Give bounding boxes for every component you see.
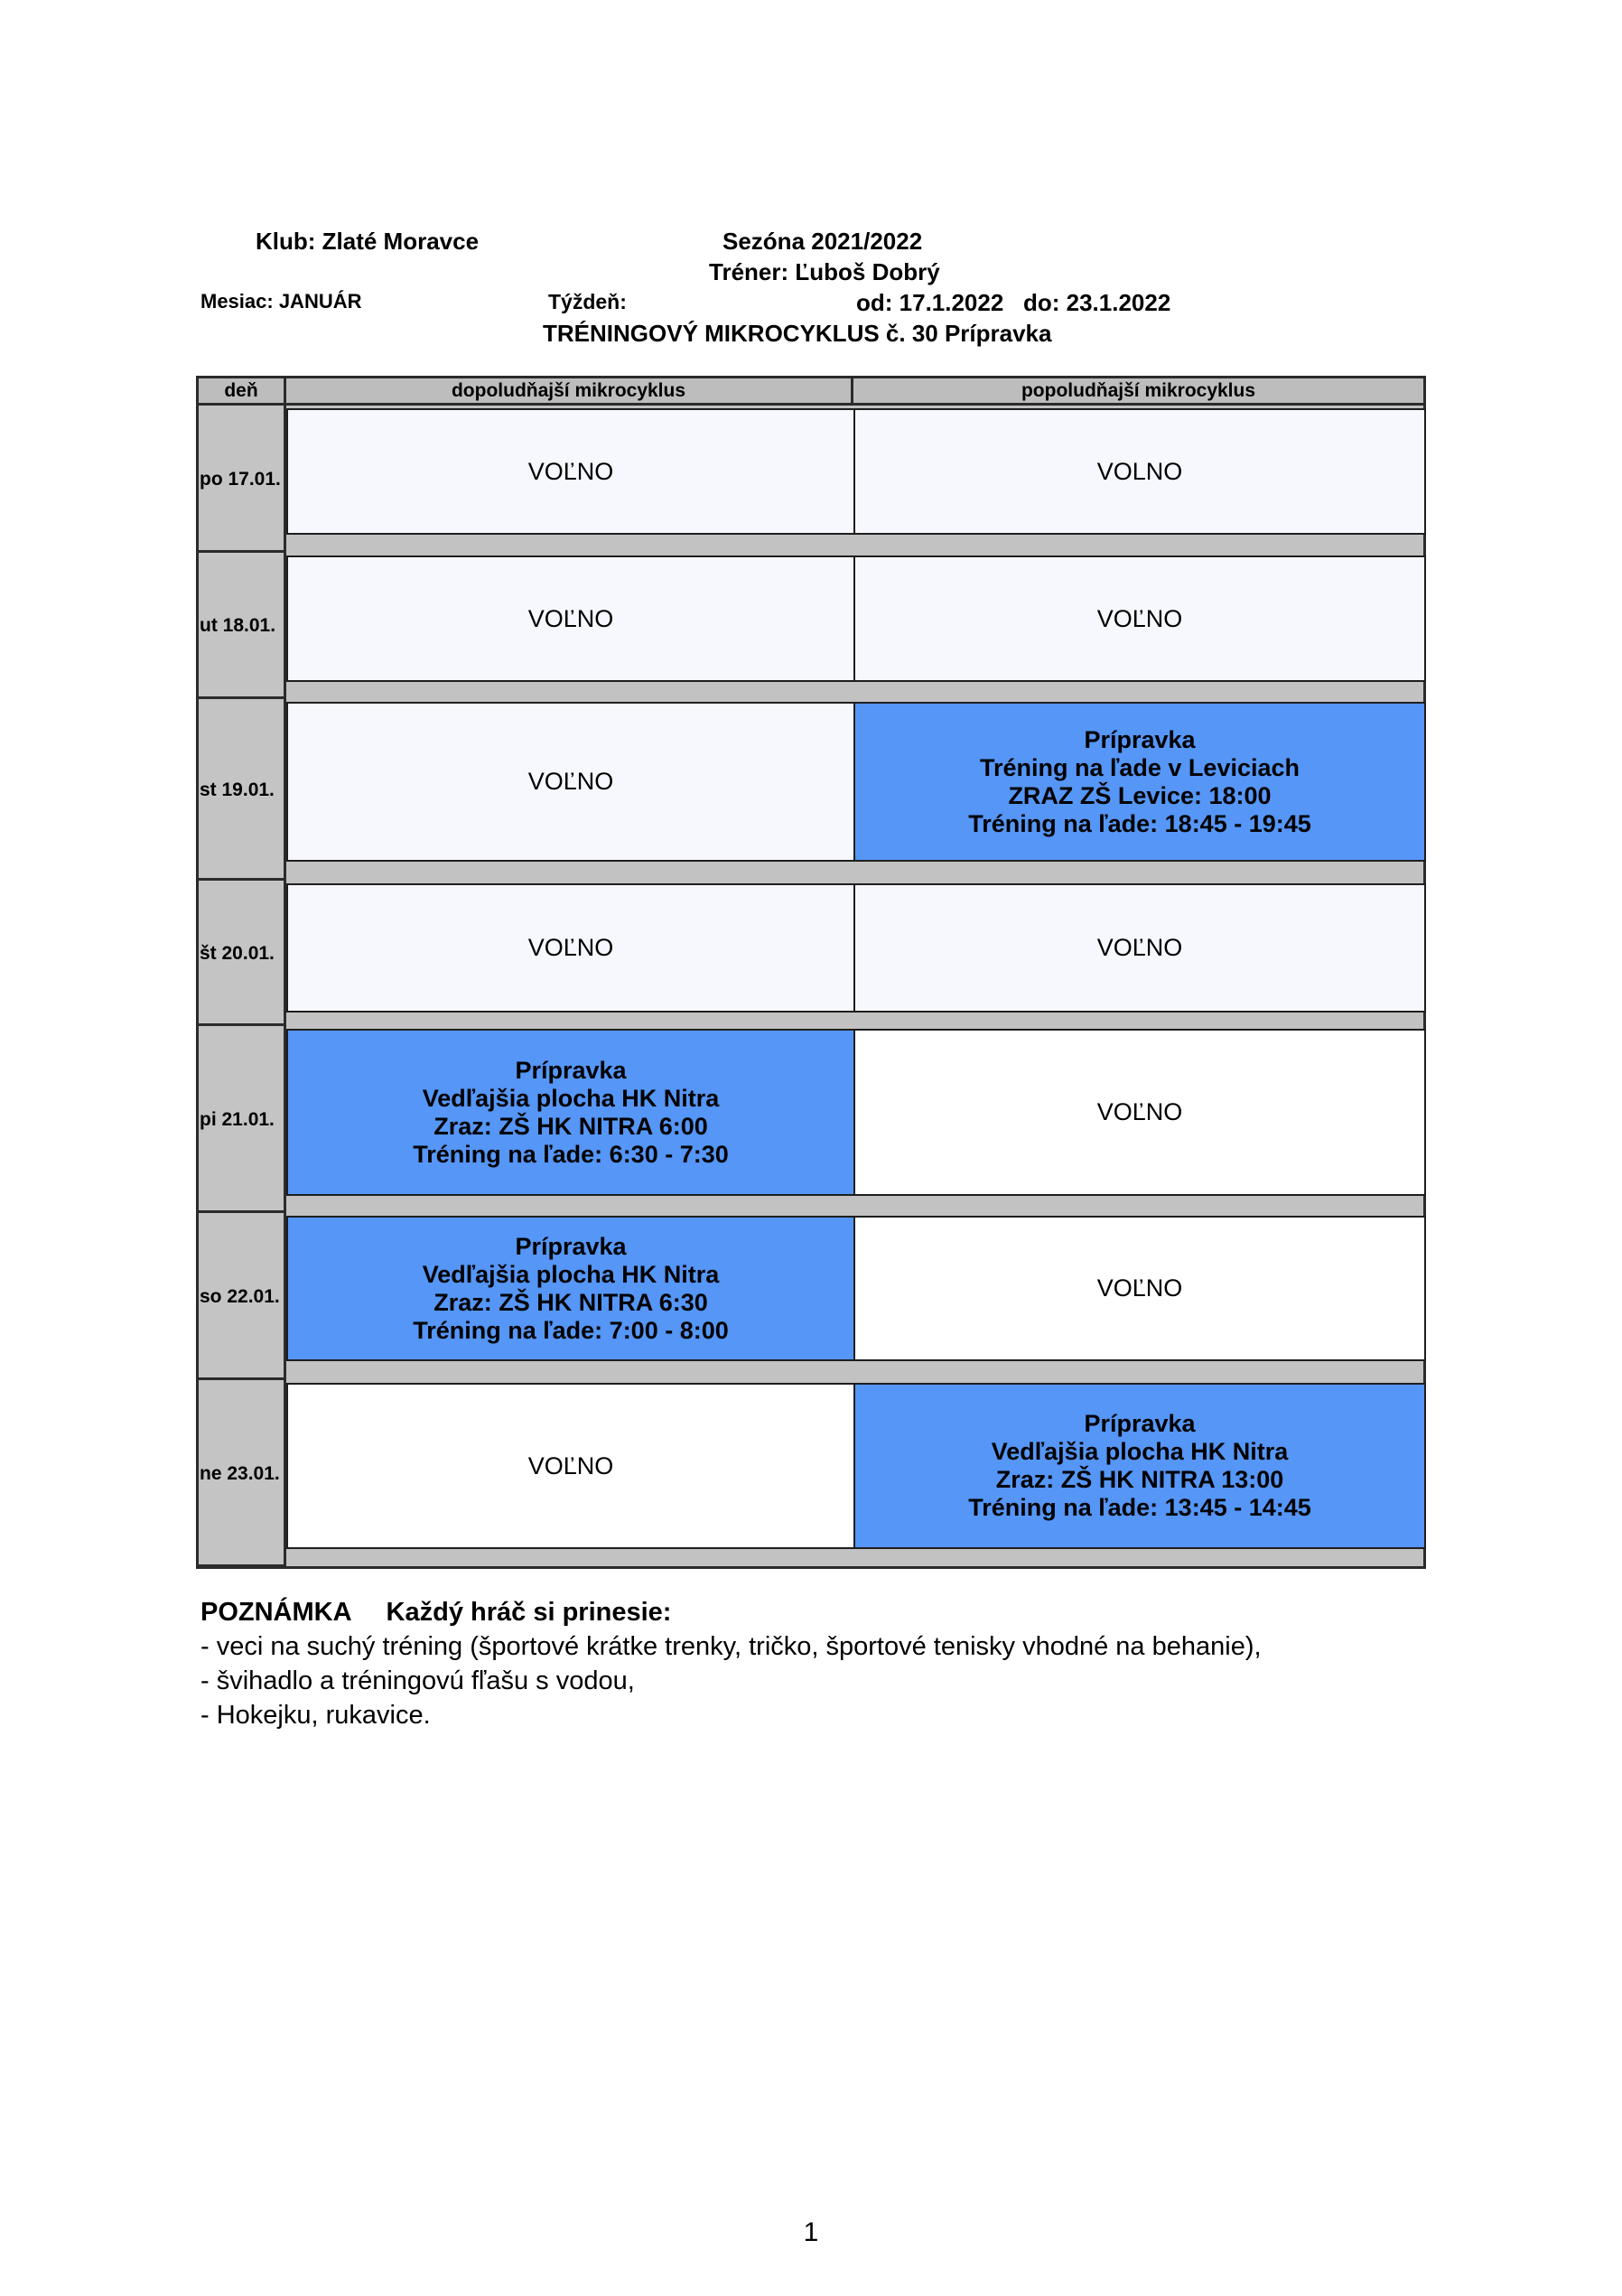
- cell-text: VOĽNO: [527, 934, 614, 961]
- trainer: Tréner: Ľuboš Dobrý: [709, 258, 940, 285]
- date-range: od: 17.1.2022 do: 23.1.2022: [856, 289, 1171, 316]
- day-cell: [199, 881, 286, 1026]
- day-cell: [199, 1213, 286, 1380]
- week-label: Týždeň:: [548, 290, 627, 313]
- session-line: Vedľajšia plocha HK Nitra: [991, 1438, 1289, 1465]
- session-line: Prípravka: [1084, 725, 1196, 753]
- day-label: ne 23.01.: [200, 1462, 280, 1484]
- cell-text: VOLNO: [1096, 457, 1183, 485]
- day-cell: [199, 406, 286, 553]
- note-intro: Každý hráč si prinesie:: [386, 1598, 672, 1627]
- day-cell: [199, 553, 286, 699]
- cell-text: VOĽNO: [1096, 1098, 1183, 1125]
- afternoon-free-cell: [853, 555, 1426, 682]
- day-label: pi 21.01.: [200, 1108, 275, 1130]
- cell-text: VOĽNO: [527, 604, 614, 632]
- afternoon-free-cell: [853, 1029, 1426, 1196]
- note-heading: [200, 1595, 1262, 1629]
- day-cell: [199, 1380, 286, 1567]
- schedule-table: [196, 376, 1426, 1569]
- afternoon-free-cell: [853, 883, 1426, 1013]
- morning-free-cell: [286, 1383, 855, 1549]
- session-line: Prípravka: [515, 1232, 627, 1260]
- session-line: Prípravka: [1084, 1410, 1196, 1437]
- note-label: POZNÁMKA: [200, 1598, 352, 1627]
- day-label: st 19.01.: [200, 779, 275, 800]
- note-item: - veci na suchý tréning (športové krátke trenky, tričko, športové tenisky vhodné na behanie),: [200, 1632, 1262, 1661]
- note-item: - švihadlo a tréningovú fľašu s vodou,: [200, 1666, 635, 1695]
- session-line: Tréning na ľade: 13:45 - 14:45: [968, 1494, 1311, 1521]
- afternoon-session-cell: [853, 1383, 1426, 1549]
- afternoon-session-cell: [853, 702, 1426, 862]
- cell-text: VOĽNO: [527, 1451, 614, 1479]
- season: Sezóna 2021/2022: [722, 228, 923, 255]
- session-line: Zraz: ZŠ HK NITRA 13:00: [995, 1466, 1284, 1493]
- morning-session-cell: [286, 1216, 855, 1361]
- session-line: Tréning na ľade v Leviciach: [979, 753, 1300, 781]
- column-header-morning: dopoludňajší mikrocyklus: [286, 378, 853, 406]
- session-line: Vedľajšia plocha HK Nitra: [422, 1084, 720, 1112]
- cell-text: VOĽNO: [1096, 934, 1183, 961]
- club-name: Klub: Zlaté Moravce: [256, 228, 480, 255]
- session-line: ZRAZ ZŠ Levice: 18:00: [1008, 781, 1272, 809]
- session-line: Tréning na ľade: 7:00 - 8:00: [413, 1316, 729, 1344]
- morning-free-cell: [286, 555, 855, 682]
- cell-text: [413, 1233, 729, 1345]
- day-label: št 20.01.: [200, 942, 275, 964]
- session-line: Tréning na ľade: 6:30 - 7:30: [413, 1140, 729, 1168]
- session-line: Zraz: ZŠ HK NITRA 6:30: [433, 1288, 708, 1316]
- day-label: so 22.01.: [200, 1285, 280, 1307]
- column-header-day: deň: [199, 378, 286, 406]
- afternoon-free-cell: [853, 408, 1426, 535]
- cell-text: [968, 1410, 1311, 1522]
- day-cell: [199, 699, 286, 881]
- cell-text: VOĽNO: [1096, 604, 1183, 632]
- session-line: Vedľajšia plocha HK Nitra: [422, 1260, 720, 1288]
- morning-free-cell: [286, 883, 855, 1013]
- cell-text: [413, 1057, 729, 1169]
- morning-free-cell: [286, 702, 855, 862]
- cell-text: VOĽNO: [527, 457, 614, 485]
- morning-session-cell: [286, 1029, 855, 1196]
- day-cell: [199, 1026, 286, 1213]
- morning-free-cell: [286, 408, 855, 535]
- session-line: Tréning na ľade: 18:45 - 19:45: [968, 809, 1311, 837]
- column-header-afternoon: popoludňajší mikrocyklus: [853, 378, 1423, 406]
- day-label: ut 18.01.: [200, 615, 276, 636]
- day-label: po 17.01.: [200, 468, 281, 490]
- note-item: - Hokejku, rukavice.: [200, 1701, 431, 1730]
- document-title: TRÉNINGOVÝ MIKROCYKLUS č. 30 Prípravka: [543, 320, 1052, 347]
- cell-text: VOĽNO: [1096, 1274, 1183, 1302]
- note-section: [200, 1595, 1262, 1732]
- afternoon-free-cell: [853, 1216, 1426, 1361]
- month: Mesiac: JANUÁR: [200, 290, 362, 313]
- cell-text: [968, 726, 1311, 838]
- page-number: 1: [803, 2217, 819, 2247]
- session-line: Prípravka: [515, 1056, 627, 1084]
- session-line: Zraz: ZŠ HK NITRA 6:00: [433, 1112, 708, 1140]
- cell-text: VOĽNO: [527, 768, 614, 795]
